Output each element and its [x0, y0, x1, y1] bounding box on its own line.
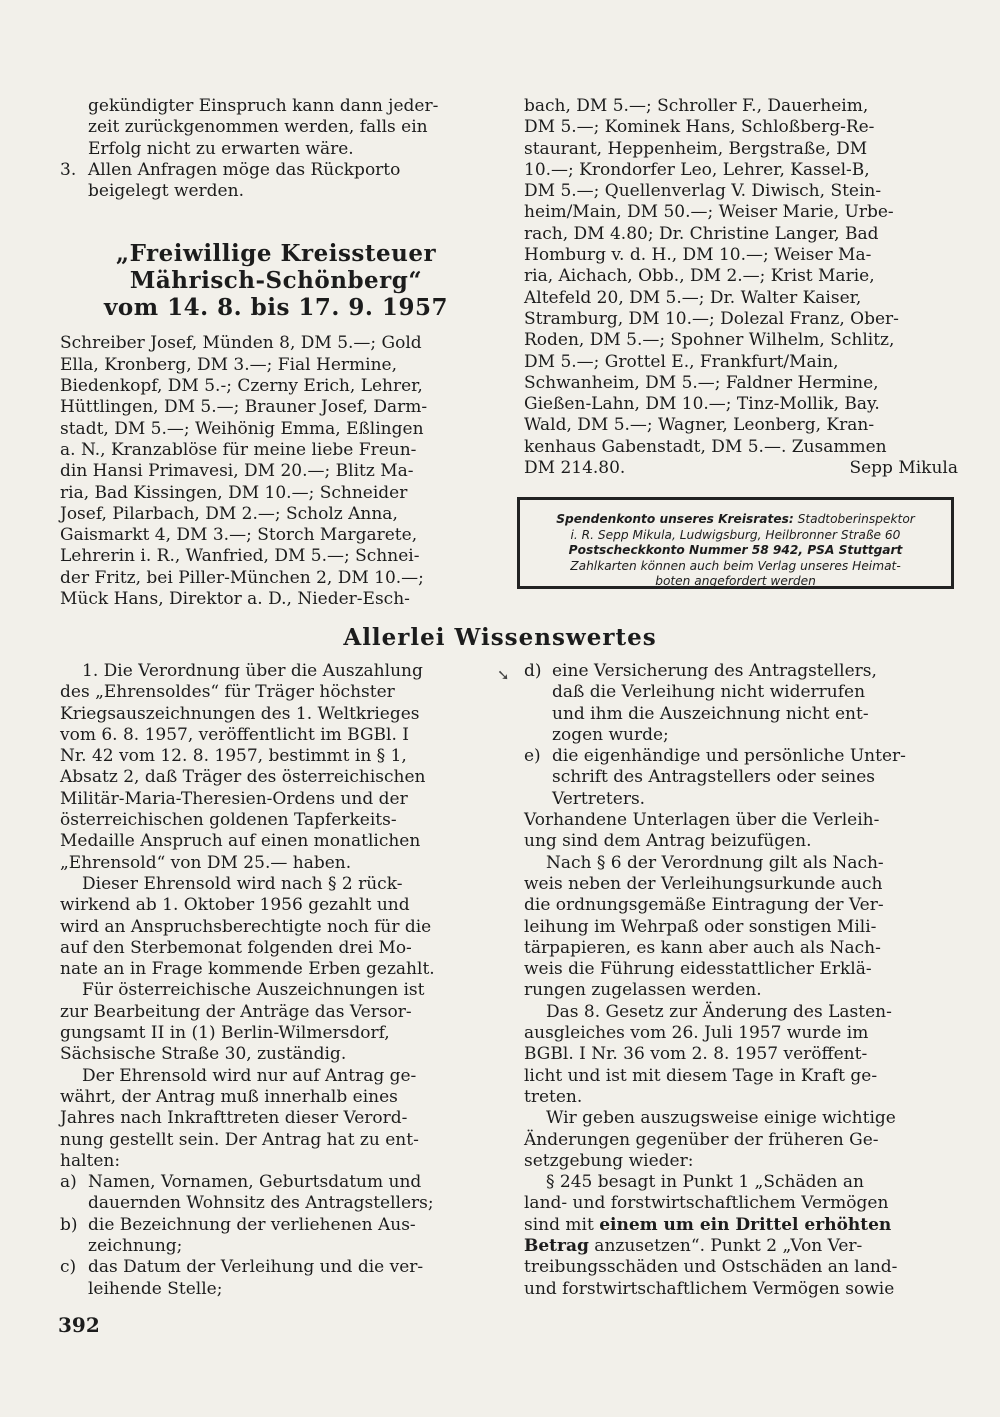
- notice-text: Stadtoberinspektor: [793, 512, 915, 526]
- text-line: auf den Sterbemonat folgenden drei Mo-: [60, 937, 412, 958]
- text-line: wirkend ab 1. Oktober 1956 gezahlt und: [60, 895, 410, 916]
- title-line: vom 14. 8. bis 17. 9. 1957: [104, 294, 448, 322]
- text-line: setzgebung wieder:: [524, 1150, 694, 1171]
- margin-arrow-mark: ➘: [497, 666, 510, 684]
- text-line: Sächsische Straße 30, zuständig.: [60, 1044, 347, 1065]
- text-line: Stramburg, DM 10.—; Dolezal Franz, Ober-: [524, 308, 899, 329]
- text-line: kenhaus Gabenstadt, DM 5.—. Zusammen: [524, 436, 887, 457]
- donors-list: [60, 333, 492, 610]
- text-line: leihende Stelle;: [88, 1278, 223, 1299]
- title-line: „Freiwillige Kreissteuer: [115, 240, 437, 268]
- top-left-column: [60, 96, 492, 610]
- text-line: gekündigter Einspruch kann dann jeder-: [88, 96, 439, 116]
- text-line: Absatz 2, daß Träger des österreichischen: [60, 767, 426, 788]
- paragraph: [524, 1108, 958, 1172]
- text-line: schrift des Antragstellers oder seines: [552, 767, 876, 788]
- text-line: und ihm die Auszeichnung nicht ent-: [552, 703, 869, 724]
- text-line: Änderungen gegenüber der früheren Ge-: [524, 1129, 879, 1150]
- notice-label: Spendenkonto unseres Kreisrates:: [556, 512, 794, 526]
- text-line: eine Versicherung des Antragstellers,: [552, 661, 877, 681]
- text-line: Namen, Vornamen, Geburtsdatum und: [88, 1172, 422, 1193]
- text-line: Jahres nach Inkrafttreten dieser Verord-: [60, 1108, 408, 1129]
- text-line: Altefeld 20, DM 5.—; Dr. Walter Kaiser,: [524, 287, 862, 308]
- text-line: Mück Hans, Direktor a. D., Nieder-Esch-: [60, 589, 410, 610]
- text-line: § 245 besagt in Punkt 1 „Schäden an: [546, 1172, 864, 1193]
- text-line: heim/Main, DM 50.—; Weiser Marie, Urbe-: [524, 202, 894, 223]
- list-letter: a): [60, 1172, 77, 1193]
- text-line: Erfolg nicht zu erwarten wäre.: [88, 138, 354, 159]
- text-line: Gaismarkt 4, DM 3.—; Storch Margarete,: [60, 525, 418, 546]
- notice-account-number: Postscheckkonto Nummer 58 942, PSA Stuttgart: [568, 543, 903, 557]
- text-line: vom 6. 8. 1957, veröffentlicht im BGBl. I: [60, 724, 410, 745]
- text-line: nate an in Frage kommende Erben gezahlt.: [60, 959, 435, 980]
- text-line: das Datum der Verleihung und die ver-: [88, 1257, 424, 1278]
- text-line: Nr. 42 vom 12. 8. 1957, bestimmt in § 1,: [60, 746, 407, 767]
- text-line: und forstwirtschaftlichem Vermögen sowie: [524, 1278, 895, 1299]
- text-line: staurant, Heppenheim, Bergstraße, DM: [524, 138, 868, 159]
- text-line: [524, 1236, 958, 1257]
- text-line: halten:: [60, 1150, 121, 1171]
- text-line: Hüttlingen, DM 5.—; Brauner Josef, Darm-: [60, 397, 428, 418]
- text-line: Dieser Ehrensold wird nach § 2 rück-: [82, 873, 403, 894]
- paragraph: [524, 810, 958, 853]
- total-amount: DM 214.80.: [524, 458, 626, 479]
- text-line: Das 8. Gesetz zur Änderung des Lasten-: [546, 1001, 892, 1022]
- text-line: ria, Bad Kissingen, DM 10.—; Schneider: [60, 482, 408, 503]
- text-line: ung sind dem Antrag beizufügen.: [524, 831, 812, 852]
- title-line: Mährisch-Schönberg“: [129, 267, 423, 295]
- donors-list-continued: [524, 96, 958, 479]
- paragraph: [60, 1066, 492, 1172]
- text-line: bach, DM 5.—; Schroller F., Dauerheim,: [524, 96, 869, 116]
- text-line: Vorhandene Unterlagen über die Verleih-: [524, 810, 880, 831]
- text-run: sind mit: [524, 1214, 600, 1235]
- donation-account-notice: [517, 497, 954, 589]
- list-item-a: [60, 1172, 492, 1215]
- section-title: [60, 240, 492, 321]
- text-line: DM 5.—; Kominek Hans, Schloßberg-Re-: [524, 117, 875, 138]
- bottom-right-column: [524, 661, 958, 1300]
- text-line: nung gestellt sein. Der Antrag hat zu ent-: [60, 1129, 419, 1150]
- list-letter: d): [524, 661, 542, 681]
- text-line: a. N., Kranzablöse für meine liebe Freun-: [60, 439, 417, 460]
- text-line: 1. Die Verordnung über die Auszahlung: [82, 661, 423, 681]
- paragraph: [524, 853, 958, 1002]
- bottom-left-column: [60, 661, 492, 1300]
- text-line: gungsamt II in (1) Berlin-Wilmersdorf,: [60, 1023, 390, 1044]
- text-line: Lehrerin i. R., Wanfried, DM 5.—; Schnei-: [60, 546, 420, 567]
- list-letter: b): [60, 1214, 78, 1235]
- text-run: anzusetzen“. Punkt 2 „Von Ver-: [588, 1236, 863, 1257]
- list-item-e: [524, 746, 958, 810]
- text-line: wird an Anspruchsberechtigte noch für die: [60, 916, 432, 937]
- text-line: rungen zugelassen werden.: [524, 980, 762, 1001]
- section-heading: Allerlei Wissenswertes: [343, 624, 657, 651]
- list-item-d: [524, 661, 958, 746]
- page-number: 392: [58, 1313, 100, 1337]
- text-line: stadt, DM 5.—; Weihönig Emma, Eßlingen: [60, 418, 424, 439]
- text-line: die Bezeichnung der verliehenen Aus-: [88, 1214, 416, 1235]
- text-line: Medaille Anspruch auf einen monatlichen: [60, 831, 421, 852]
- text-line: Roden, DM 5.—; Spohner Wilhelm, Schlitz,: [524, 330, 895, 351]
- text-line: [524, 1215, 958, 1236]
- text-line: Schreiber Josef, Münden 8, DM 5.—; Gold: [60, 333, 422, 354]
- paragraph: [60, 661, 492, 874]
- intro-paragraph: [60, 96, 492, 160]
- text-line: leihung im Wehrpaß oder sonstigen Mili-: [524, 916, 877, 937]
- text-line: treten.: [524, 1086, 583, 1107]
- text-line: BGBl. I Nr. 36 vom 2. 8. 1957 veröffent-: [524, 1044, 868, 1065]
- text-line: licht und ist mit diesem Tage in Kraft ge-: [524, 1065, 878, 1086]
- text-line: des „Ehrensoldes“ für Träger höchster: [60, 682, 395, 703]
- text-line: treibungsschäden und Ostschäden an land-: [524, 1257, 898, 1278]
- notice-line: i. R. Sepp Mikula, Ludwigsburg, Heilbronner Straße 60: [570, 527, 901, 542]
- text-line: 10.—; Krondorfer Leo, Lehrer, Kassel-B,: [524, 159, 870, 180]
- text-line: der Fritz, bei Piller-München 2, DM 10.—;: [60, 567, 424, 588]
- paragraph: [524, 1002, 958, 1108]
- text-line: land- und forstwirtschaftlichem Vermögen: [524, 1193, 889, 1214]
- list-item-3: [60, 160, 492, 203]
- list-item-b: [60, 1215, 492, 1258]
- text-line: währt, der Antrag muß innerhalb eines: [60, 1086, 398, 1107]
- notice-line: boten angefordert werden: [655, 574, 816, 588]
- text-line: DM 5.—; Quellenverlag V. Diwisch, Stein-: [524, 181, 882, 202]
- paragraph: [60, 874, 492, 980]
- text-line: ausgleiches vom 26. Juli 1957 wurde im: [524, 1023, 869, 1044]
- total-and-signature: [524, 458, 958, 479]
- text-line: Für österreichische Auszeichnungen ist: [82, 980, 425, 1001]
- text-line: tärpapieren, es kann aber auch als Nach-: [524, 937, 881, 958]
- text-line: Ella, Kronberg, DM 3.—; Fial Hermine,: [60, 354, 397, 375]
- notice-line: Zahlkarten können auch beim Verlag unseres Heimat-: [570, 558, 901, 573]
- text-line: Kriegsauszeichnungen des 1. Weltkrieges: [60, 703, 420, 724]
- text-line: Nach § 6 der Verordnung gilt als Nach-: [546, 852, 884, 873]
- paragraph: [524, 1172, 958, 1300]
- text-line: Josef, Pilarbach, DM 2.—; Scholz Anna,: [60, 503, 398, 524]
- text-line: zeit zurückgenommen werden, falls ein: [88, 117, 428, 138]
- text-line: Militär-Maria-Theresien-Ordens und der: [60, 788, 408, 809]
- list-letter: e): [524, 746, 541, 767]
- text-line: Wald, DM 5.—; Wagner, Leonberg, Kran-: [524, 415, 875, 436]
- paragraph: [60, 980, 492, 1065]
- text-line: Wir geben auszugsweise einige wichtige: [546, 1108, 896, 1129]
- text-line: din Hansi Primavesi, DM 20.—; Blitz Ma-: [60, 461, 414, 482]
- text-line: die ordnungsgemäße Eintragung der Ver-: [524, 895, 884, 916]
- text-line: österreichischen goldenen Tapferkeits-: [60, 810, 397, 831]
- text-line: weis die Führung eidesstattlicher Erklä-: [524, 959, 872, 980]
- top-right-column: [524, 96, 958, 479]
- text-line: ria, Aichach, Obb., DM 2.—; Krist Marie,: [524, 266, 875, 287]
- list-item-c: [60, 1257, 492, 1300]
- text-line: weis neben der Verleihungsurkunde auch: [524, 873, 883, 894]
- text-line: „Ehrensold“ von DM 25.— haben.: [60, 852, 352, 873]
- text-line: Allen Anfragen möge das Rückporto: [88, 159, 401, 180]
- text-line: DM 5.—; Grottel E., Frankfurt/Main,: [524, 351, 839, 372]
- text-line: zeichnung;: [88, 1236, 183, 1257]
- emphasis-text: Betrag: [524, 1236, 589, 1257]
- text-line: Homburg v. d. H., DM 10.—; Weiser Ma-: [524, 245, 872, 266]
- text-line: zur Bearbeitung der Anträge das Versor-: [60, 1001, 412, 1022]
- text-line: beigelegt werden.: [88, 181, 244, 202]
- text-line: Biedenkopf, DM 5.-; Czerny Erich, Lehrer,: [60, 376, 423, 397]
- text-line: Schwanheim, DM 5.—; Faldner Hermine,: [524, 372, 879, 393]
- list-letter: c): [60, 1257, 77, 1278]
- emphasis-text: einem um ein Drittel erhöhten: [599, 1214, 892, 1235]
- text-line: zogen wurde;: [552, 724, 669, 745]
- text-line: Der Ehrensold wird nur auf Antrag ge-: [82, 1065, 417, 1086]
- text-line: rach, DM 4.80; Dr. Christine Langer, Bad: [524, 223, 879, 244]
- text-line: dauernden Wohnsitz des Antragstellers;: [88, 1193, 434, 1214]
- list-number: 3.: [60, 159, 77, 180]
- text-line: daß die Verleihung nicht widerrufen: [552, 682, 866, 703]
- text-line: Vertreters.: [552, 788, 646, 809]
- signature: Sepp Mikula: [849, 458, 958, 479]
- text-line: Gießen-Lahn, DM 10.—; Tinz-Mollik, Bay.: [524, 394, 880, 415]
- text-line: die eigenhändige und persönliche Unter-: [552, 746, 906, 767]
